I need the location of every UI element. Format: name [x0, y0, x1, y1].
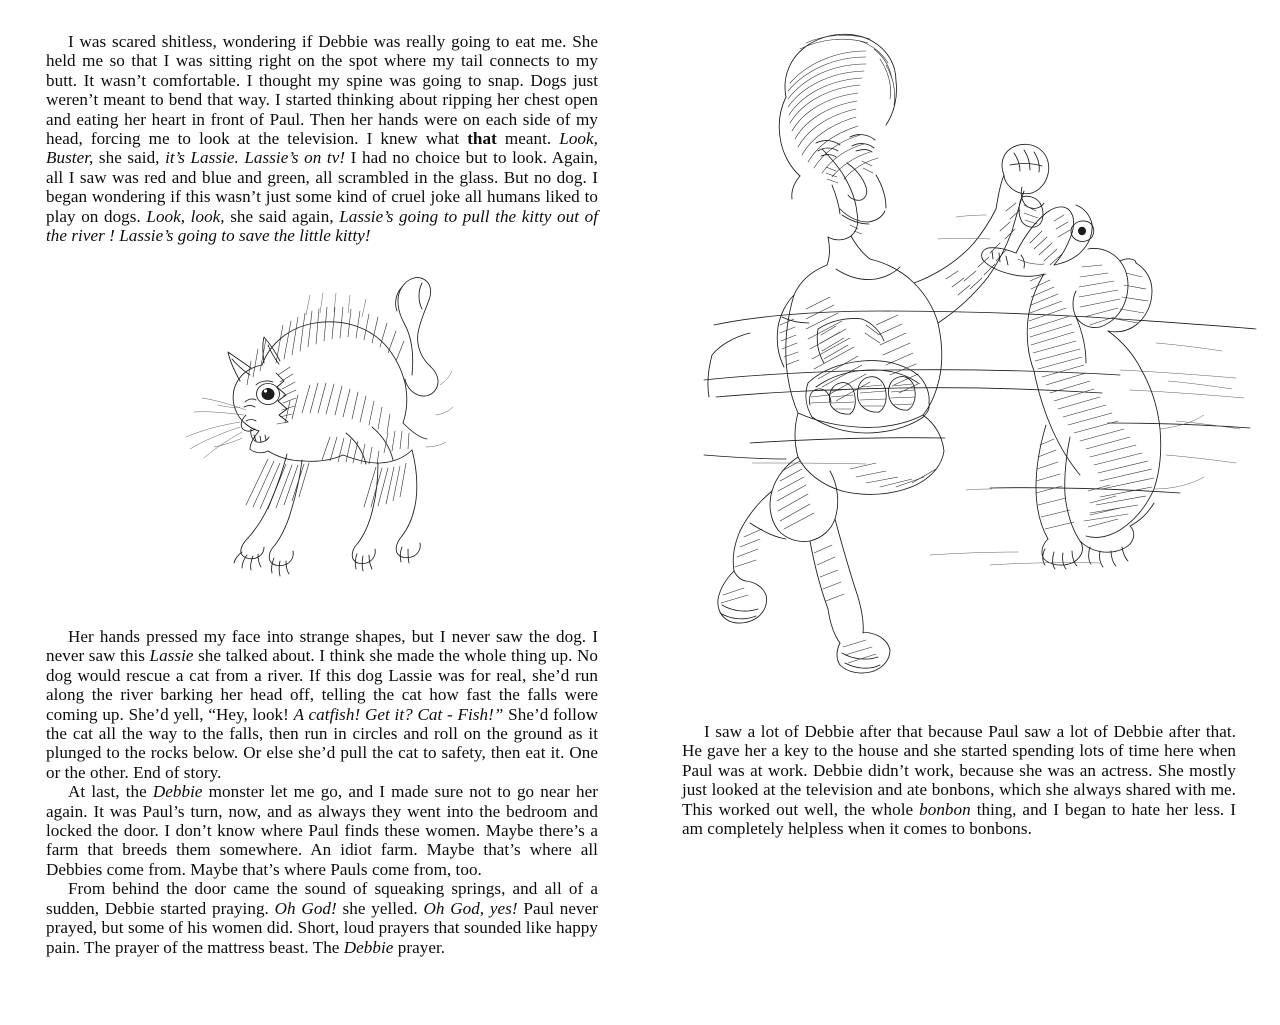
left-column-top-text — [46, 32, 598, 245]
cat-illustration — [150, 255, 480, 575]
paragraph: At last, the Debbie monster let me go, and I made sure not to go near her again. It was Paul’s turn, now, and as always they went into the bedroom and locked the door. I don’t know where Paul finds these women. Maybe there’s a farm that breeds them somewhere. An idiot farm. Maybe that’s where all Debbies come from. Maybe that’s where Pauls come from, too. — [46, 782, 598, 879]
paragraph: From behind the door came the sound of squeaking springs, and all of a sudden, Debbie started praying. Oh God! she yelled. Oh God, yes! Paul never prayed, but some of his women did. Short, loud prayers that sounded like happy pain. The prayer of the mattress beast. The Debbie prayer. — [46, 879, 598, 957]
paragraph: I was scared shitless, wondering if Debbie was really going to eat me. She held me so that I was sitting right on the spot where my tail connects to my butt. It wasn’t comfortable. I thought my spine was going to snap. Dogs just weren’t meant to bend that way. I started thinking about ripping her chest open and eating her heart in front of Paul. Then her hands were on each side of my head, forcing me to look at the television. I knew what that meant. Look, Buster, she said, it’s Lassie. Lassie’s on tv! I had no choice but to look. Again, all I saw was red and blue and green, all scrambled in the glass. But no dog. I began wondering if this wasn’t just some kind of cruel joke all humans liked to play on dogs. Look, look, she said again, Lassie’s going to pull the kitty out of the river ! Lassie’s going to save the little kitty! — [46, 32, 599, 246]
right-column-bottom-text — [682, 722, 1236, 838]
paragraph: I saw a lot of Debbie after that because Paul saw a lot of Debbie after that. He gave her a key to the house and she started spending lots of time here when Paul was at work. Debbie didn’t work, because she was an actress. She mostly just looked at the television and ate bonbons, which she always shared with me. This worked out well, the whole bonbon thing, and I began to hate her less. I am completely helpless when it comes to bonbons. — [682, 722, 1236, 839]
woman-and-dog-illustration — [690, 25, 1270, 685]
paragraph: Her hands pressed my face into strange shapes, but I never saw the dog. I never saw this Lassie she talked about. I think she made the whole thing up. No dog would rescue a cat from a river. If this dog Lassie was for real, she’d run along the river barking her head off, telling the cat how fast the falls were coming up. She’d yell, “Hey, look! A catfish! Get it? Cat - Fish!” She’d follow the cat all the way to the falls, then run in circles and roll on the ground as it plunged to the rocks below. Or else she’d pull the cat to safety, then eat it. One or the other. End of story. — [46, 627, 598, 782]
left-column-bottom-text — [46, 627, 598, 957]
